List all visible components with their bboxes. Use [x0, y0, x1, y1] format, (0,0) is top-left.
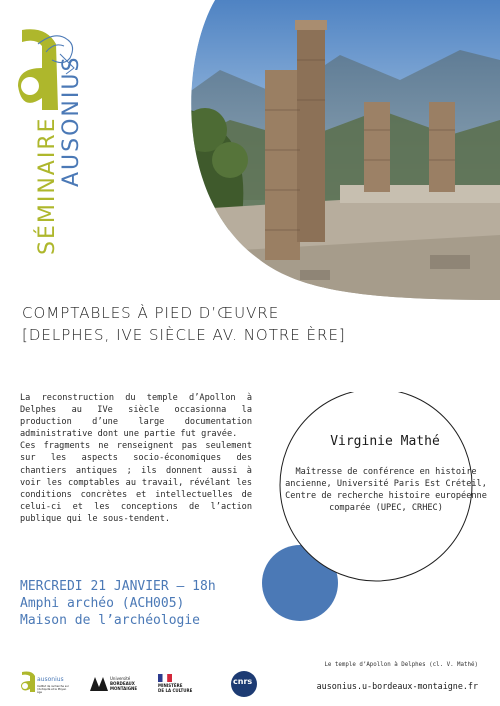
ub-line1: Université [110, 676, 131, 681]
series-word-ausonius: AUSONIUS [59, 55, 84, 187]
ausonius-logo-subtitle: Institut de recherche sur l’Antiquité et le Moyen Âge [37, 685, 69, 694]
talk-title [22, 302, 492, 346]
series-title [36, 56, 84, 255]
ub-line2: BORDEAUX [110, 681, 135, 686]
ub-line3: MONTAIGNE [110, 686, 138, 691]
event-place: Maison de l’archéologie [20, 613, 201, 628]
speaker-name: Virginie Mathé [330, 434, 440, 449]
series-word-seminaire: SÉMINAIRE [35, 116, 60, 255]
abstract-paragraph-1: La reconstruction du temple d’Apollon à Delphes au IVe siècle occasionna la production d’une large documentation administrative dont une partie fut gravée. [20, 393, 252, 440]
min-line2: DE LA CULTURE [158, 688, 193, 693]
talk-title-line1: COMPTABLES À PIED D’ŒUVRE [22, 304, 280, 322]
photo-credit: Le temple d’Apollon à Delphes (cl. V. Mathé) [324, 662, 478, 668]
event-date: MERCREDI 21 JANVIER — 18h [20, 579, 216, 594]
ausonius-logo-text: ausonius [37, 676, 64, 683]
event-details [20, 578, 216, 629]
event-room: Amphi archéo (ACH005) [20, 596, 185, 611]
speaker-card [270, 392, 500, 592]
min-line1: MINISTÈRE [158, 683, 183, 688]
ministere-culture-logo [158, 668, 208, 700]
speaker-affiliation: Maîtresse de conférence en histoire ancienne, Université Paris Est Créteil, Centre de recherche histoire européenne comparée (UPEC, CRHEC) [285, 467, 487, 513]
website-link[interactable]: ausonius.u-bordeaux-montaigne.fr [316, 681, 478, 691]
abstract [20, 392, 252, 525]
ausonius-logo [20, 668, 69, 698]
cnrs-logo-text: cnrs [233, 677, 253, 686]
cnrs-logo [230, 668, 262, 700]
abstract-paragraph-2: Ces fragments ne renseignent pas seulement sur les aspects socio-économiques des chantiers antiques ; ils donnent aussi à voir les comptables au travail, révélant les conditions concrètes et intellectuelles de celui-ci et les conceptions de l’action publique qui le sous-tendent. [20, 441, 252, 524]
talk-title-line2: [DELPHES, IVE SIÈCLE AV. NOTRE ÈRE] [22, 326, 346, 344]
bordeaux-montaigne-logo [90, 668, 140, 698]
